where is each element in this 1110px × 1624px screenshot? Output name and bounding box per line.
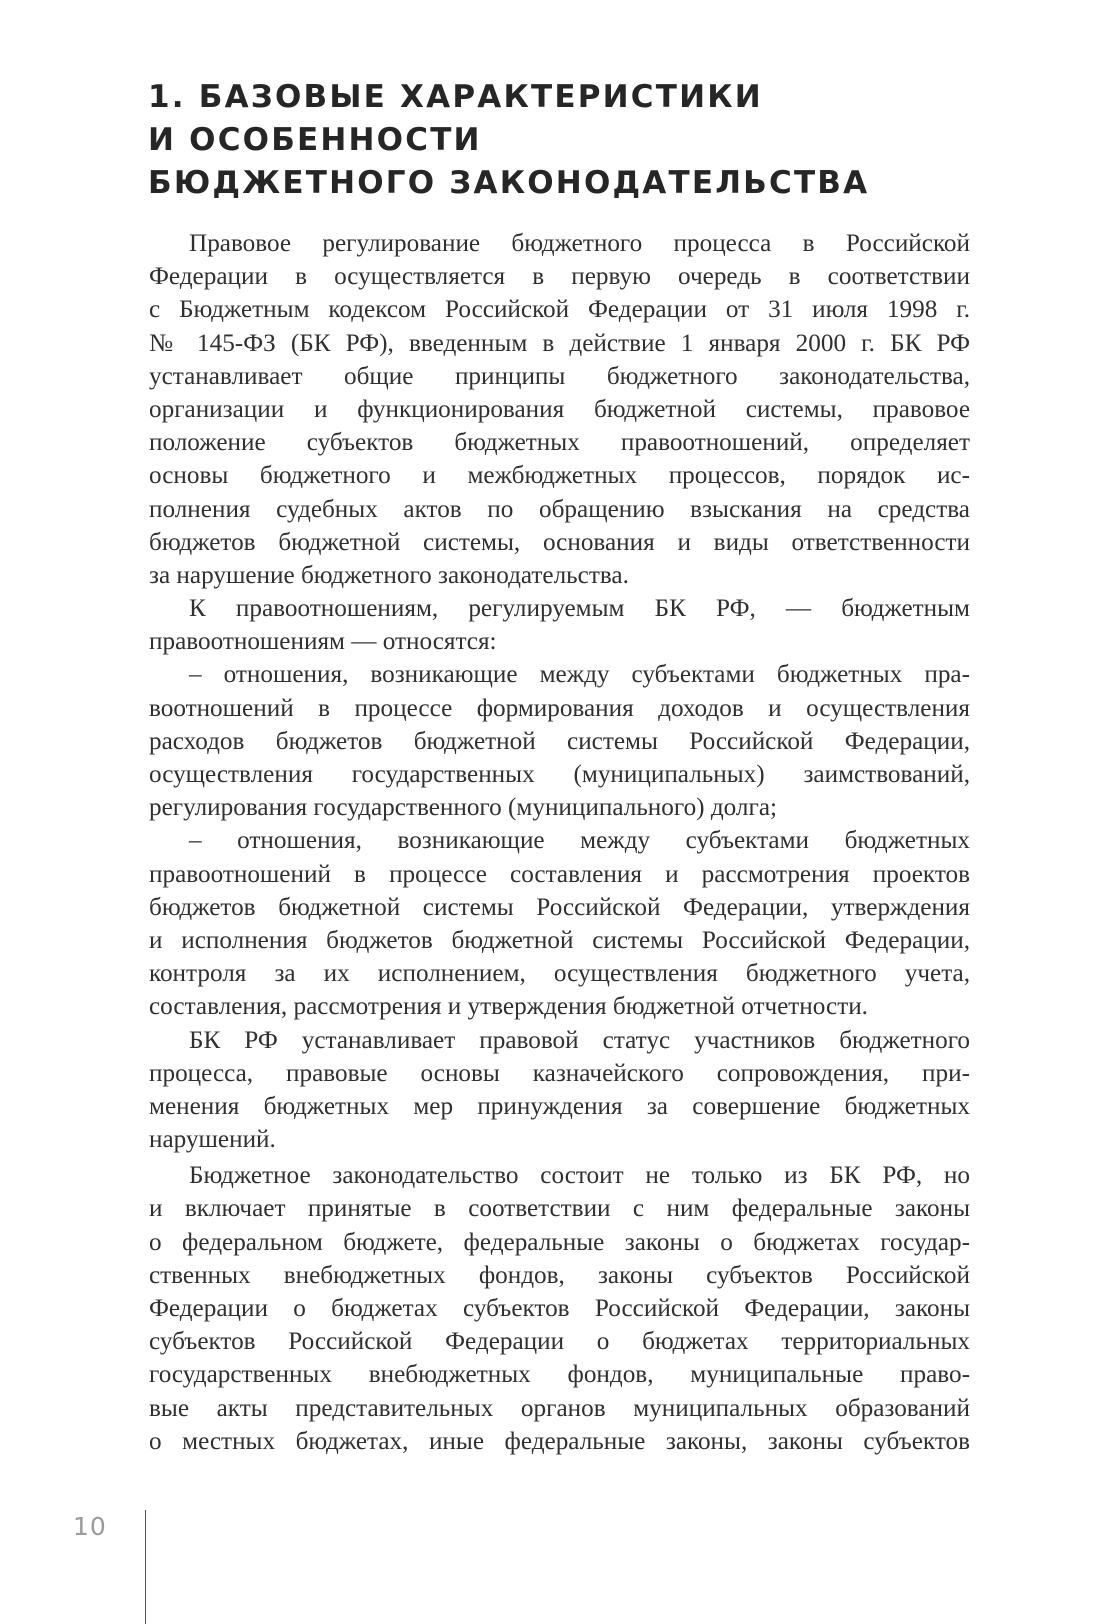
text-line: № 145-ФЗ (БК РФ), введенным в действие 1 января 2000 г. БК РФ — [149, 329, 970, 357]
text-line: Правовое регулирование бюджетного процесса в Российской — [189, 230, 970, 257]
paragraph-budget-legislation — [149, 1159, 970, 1458]
text-line: составления, рассмотрения и утверждения бюджетной отчетности. — [149, 993, 868, 1021]
heading-line: БЮДЖЕТНОГО ЗАКОНОДАТЕЛЬСТВА — [148, 165, 870, 201]
text-line: менения бюджетных мер принуждения за совершение бюджетных — [149, 1092, 970, 1120]
text-line: основы бюджетного и межбюджетных процессов, порядок ис- — [149, 462, 970, 490]
margin-rule — [145, 1510, 146, 1624]
paragraph-legal-status — [149, 1024, 970, 1157]
text-line: регулирования государственного (муниципального) долга; — [149, 794, 778, 822]
text-line: правоотношениям — относятся: — [149, 628, 497, 656]
text-line: вые акты представительных органов муниципальных образований — [149, 1394, 970, 1422]
text-line: нарушений. — [149, 1126, 276, 1154]
text-line: контроля за их исполнением, осуществления бюджетного учета, — [149, 960, 970, 988]
text-line: БК РФ устанавливает правовой статус участников бюджетного — [189, 1026, 970, 1054]
text-line: о местных бюджетах, иные федеральные законы, законы субъектов — [149, 1427, 970, 1455]
text-line: субъектов Российской Федерации о бюджетах территориальных — [149, 1328, 970, 1356]
text-line: государственных внебюджетных фондов, муниципальные право- — [149, 1361, 970, 1389]
text-line: процесса, правовые основы казначейского сопровождения, при- — [149, 1059, 970, 1087]
text-line: организации и функционирования бюджетной системы, правовое — [149, 395, 970, 423]
text-line: Федерации о бюджетах субъектов Российской Федерации, законы — [149, 1295, 970, 1322]
text-line: и включает принятые в соответствии с ним федеральные законы — [149, 1195, 970, 1223]
text-line: Бюджетное законодательство состоит не только из БК РФ, но — [189, 1162, 970, 1190]
text-line: воотношений в процессе формирования доходов и осуществления — [149, 694, 970, 722]
list-item-relations-budgets — [149, 824, 970, 1023]
heading-line: 1. БАЗОВЫЕ ХАРАКТЕРИСТИКИ — [148, 79, 763, 115]
text-line: К правоотношениям, регулируемым БК РФ, — бюджетным — [189, 595, 970, 623]
text-line: – отношения, возникающие между субъектами бюджетных — [189, 827, 970, 855]
text-line: устанавливает общие принципы бюджетного законодательства, — [149, 362, 970, 390]
section-heading — [148, 76, 948, 205]
paragraph-relations-intro — [149, 592, 970, 658]
text-line: за нарушение бюджетного законодательства. — [149, 561, 629, 589]
body-text — [149, 227, 970, 1458]
text-line: о федеральном бюджете, федеральные законы о бюджетах государ- — [149, 1228, 970, 1256]
text-line: Федерации в осуществляется в первую очередь в соответствии — [149, 263, 970, 291]
text-line: ственных внебюджетных фондов, законы субъектов Российской — [149, 1261, 970, 1289]
text-line: положение субъектов бюджетных правоотношений, определяет — [149, 429, 970, 457]
paragraph-legal-regulation — [149, 227, 970, 592]
text-line: и исполнения бюджетов бюджетной системы Российской Федерации, — [149, 926, 970, 954]
text-line: бюджетов бюджетной системы Российской Федерации, утверждения — [149, 893, 970, 921]
page-number: 10 — [73, 1512, 107, 1541]
list-item-relations-revenues — [149, 658, 970, 824]
text-line: с Бюджетным кодексом Российской Федерации от 31 июля 1998 г. — [149, 296, 970, 324]
text-line: бюджетов бюджетной системы, основания и виды ответственности — [149, 528, 970, 556]
text-line: расходов бюджетов бюджетной системы Российской Федерации, — [149, 727, 970, 755]
text-line: осуществления государственных (муниципальных) заимствований, — [149, 761, 970, 788]
text-line: правоотношений в процессе составления и рассмотрения проектов — [149, 860, 970, 888]
text-line: полнения судебных актов по обращению взыскания на средства — [149, 495, 970, 523]
heading-line: И ОСОБЕННОСТИ — [148, 122, 482, 158]
text-line: – отношения, возникающие между субъектами бюджетных пра- — [189, 661, 970, 689]
